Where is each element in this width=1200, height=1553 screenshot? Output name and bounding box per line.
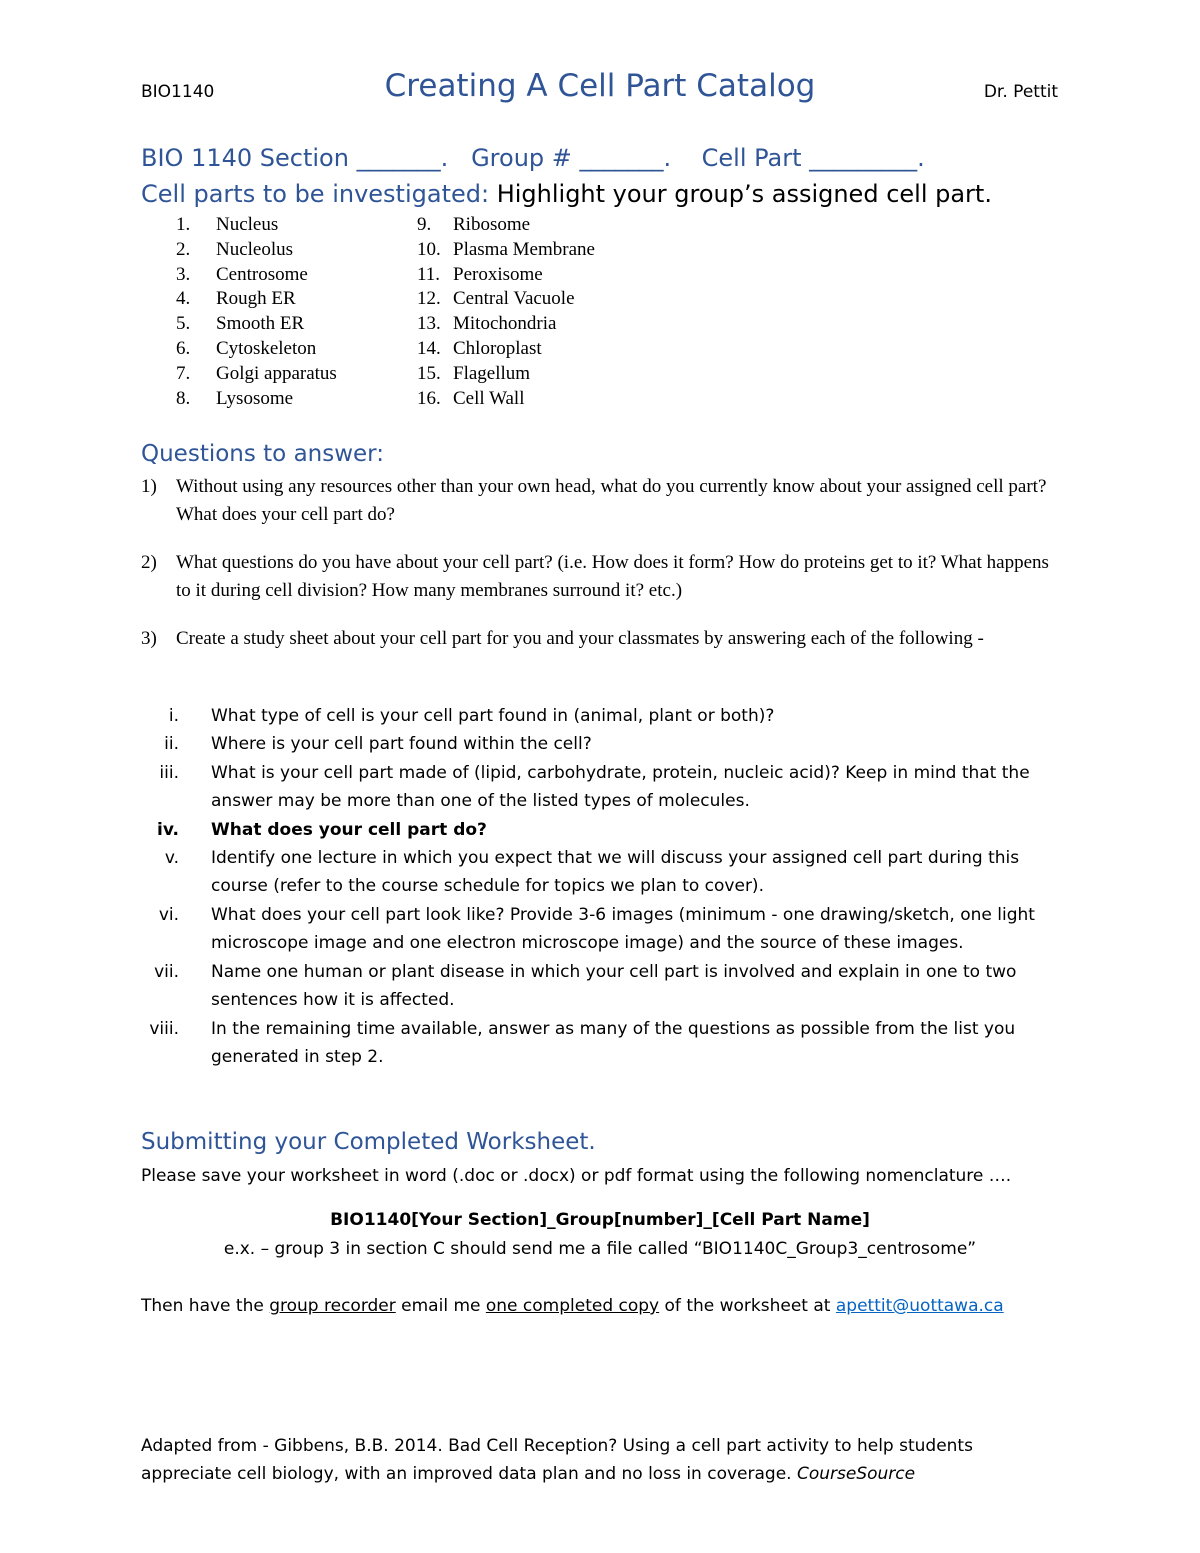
instructor-name: Dr. Pettit [983,82,1058,102]
group-recorder-text: group recorder [269,1296,396,1316]
question-1: 1) Without using any resources other than your own head, what do you currently know about your assigned cell part? What does your cell part do? [141,476,1047,525]
list-item: 6. Cytoskeleton [176,337,317,359]
list-item: 4. Rough ER [176,288,296,310]
list-item: 7. Golgi apparatus [176,362,337,384]
course-code: BIO1140 [141,82,215,102]
filename-example: e.x. – group 3 in section C should send me a file called “BIO1140C_Group3_centrosome” [223,1239,977,1259]
list-item: 14. Chloroplast [417,337,542,359]
citation-footer: Adapted from - Gibbens, B.B. 2014. Bad Cell Reception? Using a cell part activity to help students appreciate cell biology, with an improved data plan and no loss in coverage. CourseSource [141,1436,973,1484]
list-item: 8. Lysosome [176,387,294,409]
list-item: 1. Nucleus [176,214,279,235]
page-title: Creating A Cell Part Catalog [384,68,816,104]
submit-heading: Submitting your Completed Worksheet. [141,1129,596,1155]
list-item: 16. Cell Wall [417,387,525,409]
completed-copy-text: one completed copy [485,1296,660,1316]
list-item: 9. Ribosome [417,214,531,235]
list-item: 11. Peroxisome [417,263,543,285]
cell-parts-heading [141,180,992,208]
cell-parts-list-left [176,213,337,411]
question-2: 2) What questions do you have about your cell part? (i.e. How does it form? How do proteins get to it? What happens to it during cell division? How many membranes surround it? etc.) [141,552,1049,601]
list-item: 10. Plasma Membrane [417,238,595,260]
cell-parts-list-right [417,213,595,411]
filename-format: BIO1140[Your Section]_Group[number]_[Cell Part Name] [330,1210,870,1230]
email-link[interactable]: apettit@uottawa.ca [835,1296,1004,1316]
list-item: 12. Central Vacuole [417,288,575,310]
subquestion-list: i. What type of cell is your cell part found in (animal, plant or both)? ii. Where is your cell part found within the cell? iii. What is your cell part made of (lipid, carbohydrate, protein, nucleic acid)? Keep in mind that the answer may be more than one of the listed types of molecules. iv. What does your cell part do? v. Identify one lecture in which you expect that we will discuss your assigned cell part during this course (refer to the course schedule for topics we plan to cover). vi. What does your cell part look like? Provide 3-6 images (minimum - one drawing/sketch, one light microscope image and one electron microscope image) and the source of these images. vii. Name one human or plant disease in which your cell part is involved and explain in one to two sentences how it is affected. viii. In the remaining time available, answer as many of the questions as possible from the list you generated in step 2. [149,706,1035,1068]
section-group-fields: BIO 1140 Section _______. Group # _______. Cell Part _________. [141,144,925,172]
email-instruction: Then have the group recorder email me one completed copy of the worksheet at apettit@uottawa.ca [141,1296,1004,1316]
highlight-instruction: Highlight your group’s assigned cell part. [489,180,992,208]
cell-parts-label: Cell parts to be investigated: [141,180,490,208]
questions-heading: Questions to answer: [141,441,384,467]
list-item: 3. Centrosome [176,263,308,285]
list-item: 5. Smooth ER [176,313,305,335]
list-item: 13. Mitochondria [417,313,557,335]
journal-name: CourseSource [796,1464,916,1484]
question-3: 3) Create a study sheet about your cell part for you and your classmates by answering each of the following - [141,628,984,649]
submit-instruction: Please save your worksheet in word (.doc or .docx) or pdf format using the following nomenclature …. [141,1166,1012,1186]
list-item: 2. Nucleolus [176,238,294,260]
list-item: 15. Flagellum [417,362,531,384]
